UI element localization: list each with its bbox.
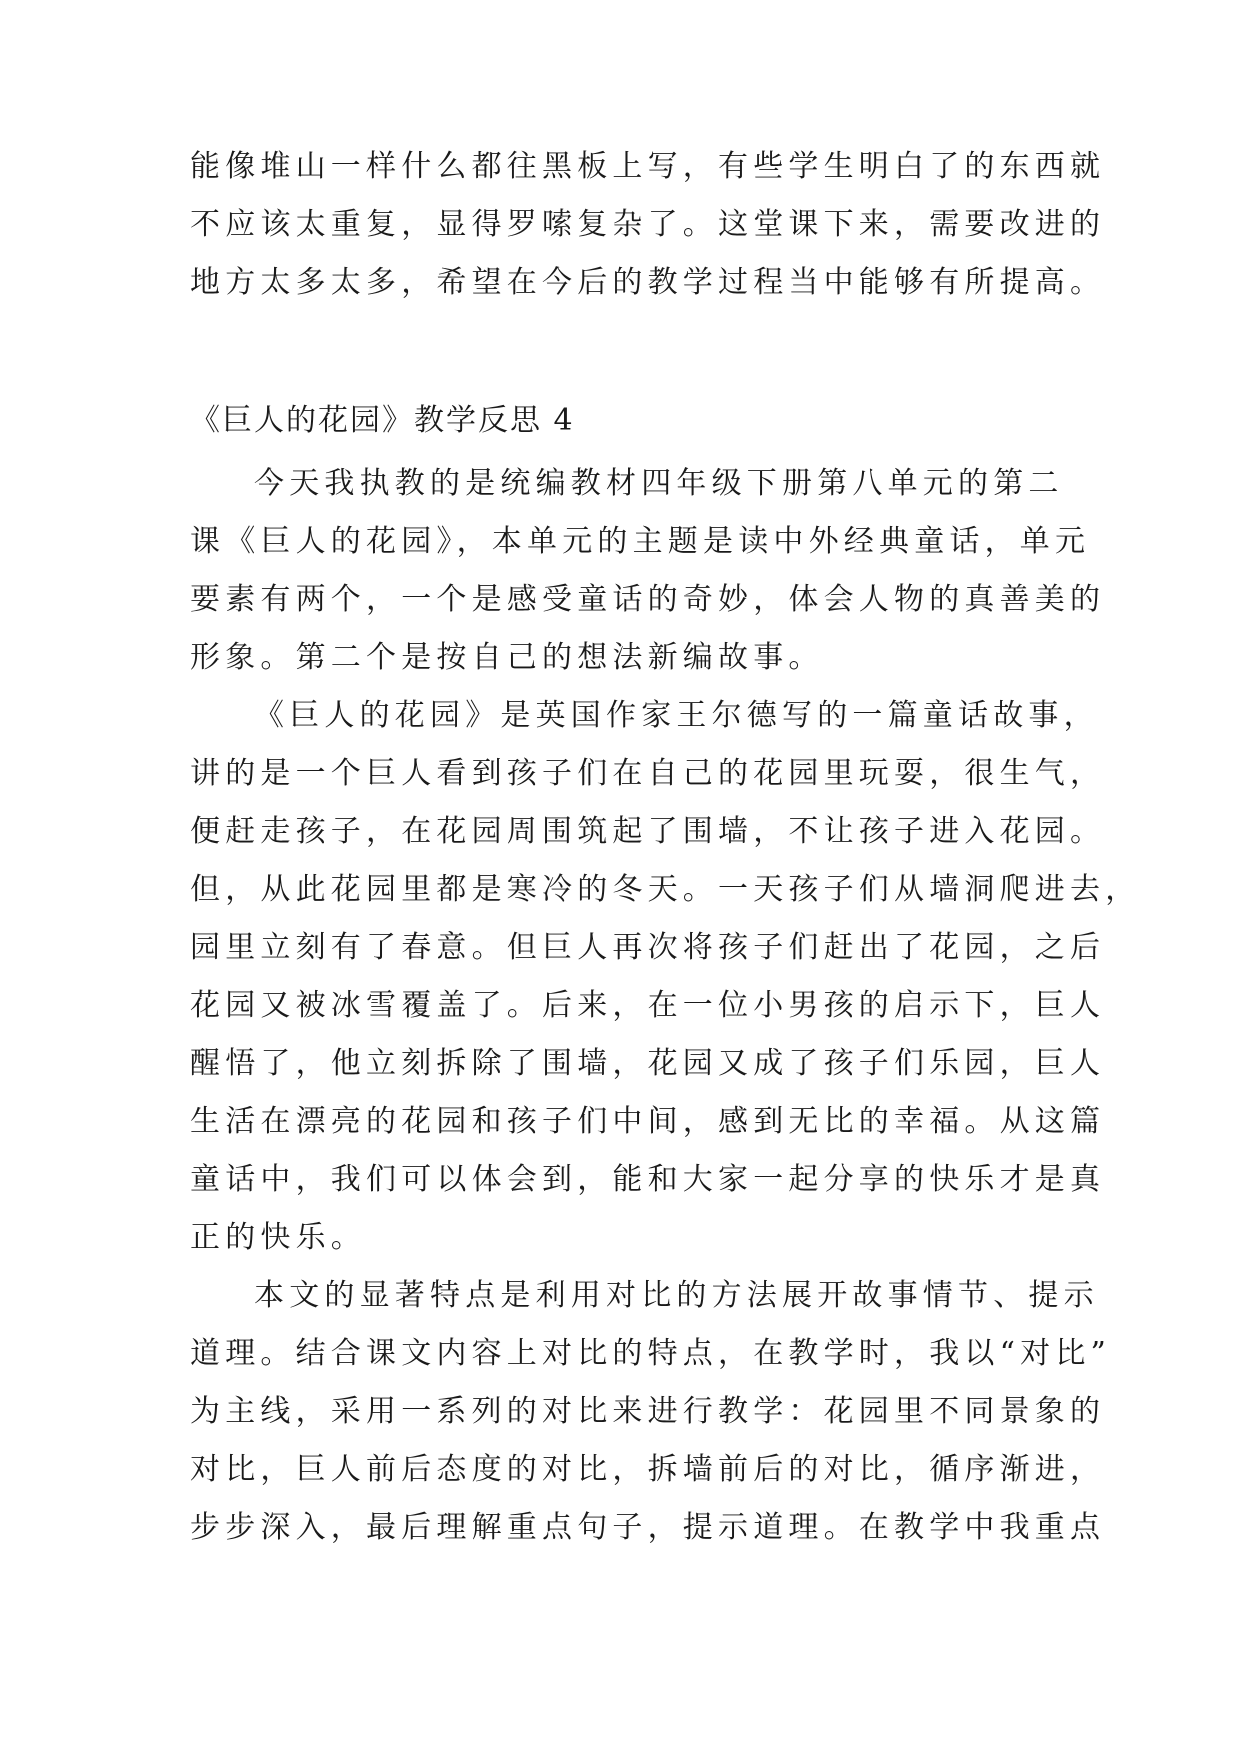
text-line: 今天我执教的是统编教材四年级下册第八单元的第二 <box>254 466 1064 501</box>
text-line: 能像堆山一样什么都往黑板上写，有些学生明白了的东西就 <box>190 149 1106 184</box>
paragraph-1 <box>190 455 1106 687</box>
text-line: 醒悟了，他立刻拆除了围墙，花园又成了孩子们乐园，巨人 <box>190 1046 1106 1081</box>
text-line: 讲的是一个巨人看到孩子们在自己的花园里玩耍，很生气， <box>190 756 1106 791</box>
text-line: 要素有两个，一个是感受童话的奇妙，体会人物的真善美的 <box>190 582 1106 617</box>
paragraph-3 <box>190 1267 1112 1557</box>
text-line: 形象。第二个是按自己的想法新编故事。 <box>190 640 824 675</box>
text-line: 生活在漂亮的花园和孩子们中间，感到无比的幸福。从这篇 <box>190 1104 1106 1139</box>
text-line: 园里立刻有了春意。但巨人再次将孩子们赶出了花园，之后 <box>190 930 1106 965</box>
section-heading: 《巨人的花园》教学反思 4 <box>190 403 575 438</box>
text-line: 课《巨人的花园》，本单元的主题是读中外经典童话，单元 <box>190 524 1091 559</box>
text-line: 正的快乐。 <box>190 1220 366 1255</box>
text-line: 便赶走孩子，在花园周围筑起了围墙，不让孩子进入花园。 <box>190 814 1106 849</box>
text-line: 地方太多太多，希望在今后的教学过程当中能够有所提高。 <box>190 265 1106 300</box>
text-line: 童话中，我们可以体会到，能和大家一起分享的快乐才是真 <box>190 1162 1106 1197</box>
continuation-paragraph <box>190 138 1106 312</box>
paragraph-2 <box>190 687 1141 1267</box>
text-line: 对比，巨人前后态度的对比，拆墙前后的对比，循序渐进， <box>190 1452 1106 1487</box>
text-line: 不应该太重复，显得罗嗦复杂了。这堂课下来，需要改进的 <box>190 207 1106 242</box>
text-line: 《巨人的花园》是英国作家王尔德写的一篇童话故事， <box>254 698 1099 733</box>
text-line: 步步深入，最后理解重点句子，提示道理。在教学中我重点 <box>190 1510 1106 1545</box>
text-line: 但，从此花园里都是寒冷的冬天。一天孩子们从墙洞爬进去， <box>190 872 1141 907</box>
text-line: 花园又被冰雪覆盖了。后来，在一位小男孩的启示下，巨人 <box>190 988 1106 1023</box>
text-line: 本文的显著特点是利用对比的方法展开故事情节、提示 <box>254 1278 1099 1313</box>
text-line: 为主线，采用一系列的对比来进行教学：花园里不同景象的 <box>190 1394 1106 1429</box>
text-line: 道理。结合课文内容上对比的特点，在教学时，我以“对比” <box>190 1336 1112 1371</box>
